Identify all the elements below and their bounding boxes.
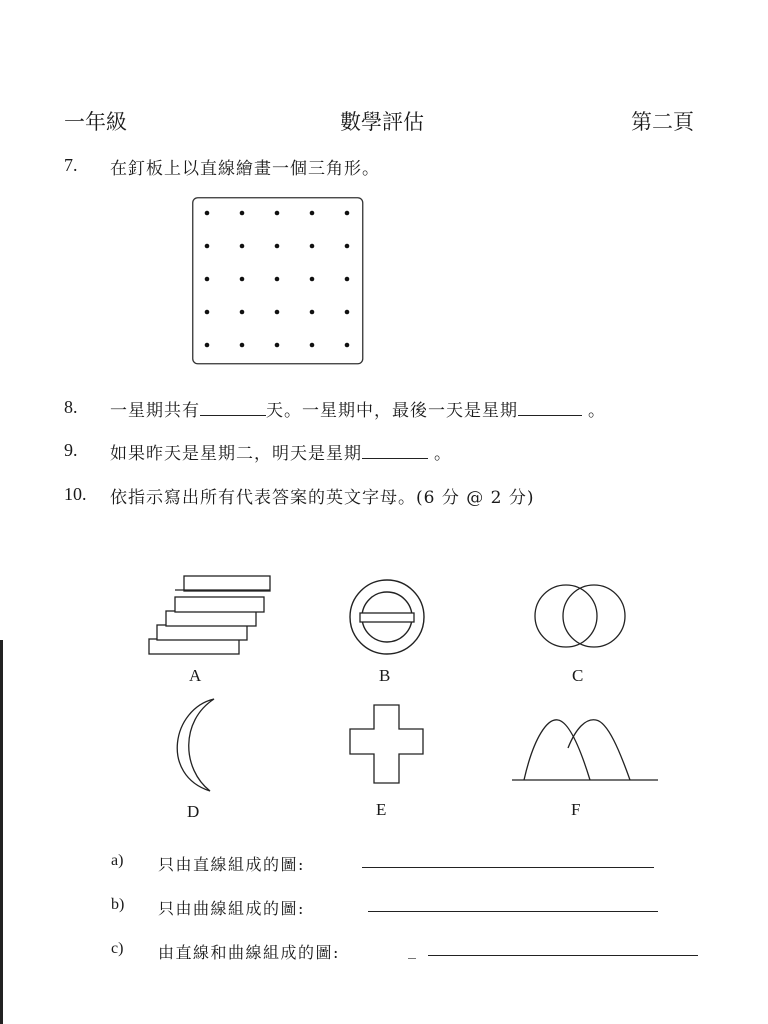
double-arch-icon (512, 716, 660, 782)
figure-label-e: E (376, 800, 387, 819)
question-10-number: 10. (64, 484, 87, 504)
geoboard-peg[interactable] (275, 211, 280, 216)
geoboard-peg[interactable] (205, 277, 210, 282)
subquestion-b-label: b) (111, 896, 125, 913)
figure-label-b: B (379, 666, 391, 685)
question-9-line (110, 439, 452, 464)
geoboard-peg[interactable] (275, 277, 280, 282)
subquestion-c-text: 由直線和曲線組成的圖: (158, 943, 340, 962)
question-9-text-2: 。 (434, 444, 452, 464)
question-8-text-2: 天。一星期中，最後一天是星期 (266, 401, 518, 421)
question-9-text-1: 如果昨天是星期二，明天是星期 (110, 444, 362, 464)
geoboard[interactable] (192, 197, 364, 365)
figure-label-d: D (187, 802, 200, 821)
geoboard-peg[interactable] (310, 244, 315, 249)
page-number: 第二頁 (631, 110, 694, 134)
geoboard-peg[interactable] (240, 211, 245, 216)
subquestion-b-text: 只由曲線組成的圖: (158, 899, 305, 918)
geoboard-peg[interactable] (310, 343, 315, 348)
geoboard-peg[interactable] (310, 310, 315, 315)
answer-blank-9[interactable] (362, 444, 428, 459)
subquestion-c-prefix-mark: _ (408, 940, 418, 959)
geoboard-peg[interactable] (240, 244, 245, 249)
figure-label-f: F (571, 800, 581, 819)
circle-with-bar-icon (347, 577, 427, 657)
question-8-text-1: 一星期共有 (110, 401, 200, 421)
answer-line-a[interactable] (362, 867, 654, 868)
page-title: 數學評估 (340, 110, 424, 134)
question-7-number: 7. (64, 155, 78, 175)
cross-shape-icon (349, 704, 425, 786)
geoboard-peg[interactable] (205, 310, 210, 315)
geoboard-peg[interactable] (205, 211, 210, 216)
figure-label-c: C (572, 666, 584, 685)
subquestion-c-label: c) (111, 940, 124, 957)
geoboard-pegs (205, 211, 350, 348)
grade-label: 一年級 (64, 110, 127, 134)
answer-blank-8b[interactable] (518, 401, 582, 416)
answer-line-b[interactable] (368, 911, 658, 912)
geoboard-peg[interactable] (205, 244, 210, 249)
question-9-number: 9. (64, 440, 78, 460)
geoboard-peg[interactable] (240, 277, 245, 282)
subquestion-a-text: 只由直線組成的圖: (158, 855, 305, 874)
geoboard-peg[interactable] (345, 277, 350, 282)
question-8-text-3: 。 (588, 401, 606, 421)
overlapping-circles-icon (534, 578, 630, 658)
answer-line-c[interactable] (428, 955, 698, 956)
question-8-line (110, 396, 606, 421)
geoboard-peg[interactable] (345, 211, 350, 216)
question-7-text: 在釘板上以直線繪畫一個三角形。 (110, 159, 380, 179)
stacked-rectangles-icon (148, 575, 272, 655)
geoboard-peg[interactable] (345, 310, 350, 315)
geoboard-peg[interactable] (345, 343, 350, 348)
figure-label-a: A (189, 666, 202, 685)
subquestion-a-label: a) (111, 852, 124, 869)
geoboard-peg[interactable] (310, 211, 315, 216)
geoboard-peg[interactable] (345, 244, 350, 249)
geoboard-peg[interactable] (310, 277, 315, 282)
answer-blank-8a[interactable] (200, 401, 266, 416)
geoboard-peg[interactable] (275, 343, 280, 348)
question-8-number: 8. (64, 397, 78, 417)
geoboard-peg[interactable] (240, 310, 245, 315)
geoboard-peg[interactable] (275, 310, 280, 315)
crescent-moon-icon (166, 697, 220, 795)
scan-edge-mark (0, 640, 3, 1024)
question-10-text: 依指示寫出所有代表答案的英文字母。(6 分 @ 2 分) (110, 488, 535, 508)
geoboard-peg[interactable] (240, 343, 245, 348)
geoboard-peg[interactable] (205, 343, 210, 348)
geoboard-peg[interactable] (275, 244, 280, 249)
